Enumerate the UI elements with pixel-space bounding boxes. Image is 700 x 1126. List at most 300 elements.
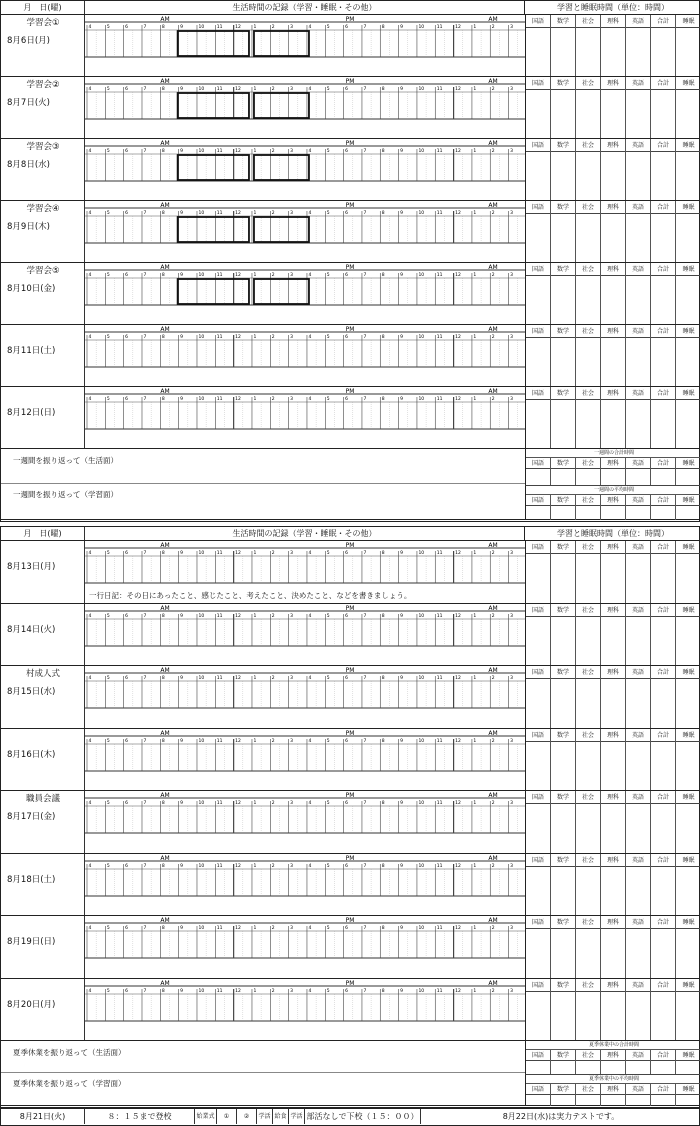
reflection-text-area[interactable] bbox=[1, 1041, 525, 1106]
subject-cell-1[interactable] bbox=[551, 617, 576, 666]
timeline-cell[interactable] bbox=[85, 541, 525, 603]
hour-label-11: 3 bbox=[290, 149, 294, 154]
subject-cell-5[interactable] bbox=[651, 28, 676, 76]
subject-cell-0[interactable] bbox=[526, 152, 551, 200]
subject-header-row bbox=[526, 77, 700, 90]
subject-label-6: 睡眠 bbox=[676, 201, 700, 214]
hour-label-13: 5 bbox=[326, 551, 330, 556]
subject-cell-0[interactable] bbox=[526, 679, 551, 728]
hour-label-13: 5 bbox=[326, 926, 330, 931]
subject-cell-6[interactable] bbox=[676, 214, 700, 262]
subject-cell-0[interactable] bbox=[526, 742, 551, 791]
subject-cell-2[interactable] bbox=[576, 554, 601, 603]
subject-cell-1[interactable] bbox=[551, 506, 576, 521]
subject-cell-4[interactable] bbox=[626, 90, 651, 138]
subject-cell-5[interactable] bbox=[651, 554, 676, 603]
subject-cell-2[interactable] bbox=[576, 617, 601, 666]
hour-label-23: 3 bbox=[510, 676, 513, 681]
subject-cell-3[interactable] bbox=[601, 554, 626, 603]
subject-cell-0[interactable] bbox=[526, 867, 551, 916]
subject-label-6: 睡眠 bbox=[676, 916, 700, 929]
study-summary-cell bbox=[525, 139, 700, 200]
subject-cell-0[interactable] bbox=[526, 28, 551, 76]
time-grid[interactable] bbox=[85, 854, 525, 917]
subject-cell-5[interactable] bbox=[651, 867, 676, 916]
hour-label-4: 8 bbox=[161, 87, 165, 92]
subject-cell-1[interactable] bbox=[551, 338, 576, 386]
subject-cell-2[interactable] bbox=[576, 867, 601, 916]
subject-cell-2[interactable] bbox=[576, 469, 601, 485]
hour-label-0: 4 bbox=[88, 551, 92, 556]
subject-value-cells[interactable] bbox=[526, 152, 700, 200]
subject-cell-0[interactable] bbox=[526, 338, 551, 386]
time-grid[interactable] bbox=[85, 666, 525, 729]
time-grid[interactable] bbox=[85, 263, 525, 325]
hour-label-5: 9 bbox=[180, 926, 184, 931]
subject-label-1: 数学 bbox=[551, 458, 576, 469]
day-label-cell bbox=[1, 666, 85, 728]
subject-cell-6[interactable] bbox=[676, 90, 700, 138]
subject-label-2: 社会 bbox=[576, 139, 601, 152]
subject-cell-4[interactable] bbox=[626, 804, 651, 853]
subject-cell-2[interactable] bbox=[576, 400, 601, 448]
subject-cell-0[interactable] bbox=[526, 1095, 551, 1107]
subject-cell-5[interactable] bbox=[651, 804, 676, 853]
subject-cell-6[interactable] bbox=[676, 506, 700, 521]
subject-value-cells[interactable] bbox=[526, 400, 700, 448]
timeline-cell[interactable] bbox=[85, 201, 525, 262]
subject-cell-0[interactable] bbox=[526, 617, 551, 666]
subject-cell-3[interactable] bbox=[601, 90, 626, 138]
hour-label-3: 7 bbox=[143, 863, 147, 869]
subject-cell-6[interactable] bbox=[676, 679, 700, 728]
subject-cell-5[interactable] bbox=[651, 214, 676, 262]
subject-cell-6[interactable] bbox=[676, 992, 700, 1041]
total-time-caption: 夏季休業中の合計時間 bbox=[526, 1041, 700, 1050]
subject-cell-5[interactable] bbox=[651, 400, 676, 448]
date-label: 8月8日(水) bbox=[7, 160, 50, 170]
subject-cell-6[interactable] bbox=[676, 152, 700, 200]
date-label: 8月12日(日) bbox=[7, 408, 56, 418]
hour-label-13: 5 bbox=[326, 676, 330, 681]
reflection-study-label: 一週間を振り返って（学習面） bbox=[13, 489, 118, 499]
timeline-cell[interactable] bbox=[85, 77, 525, 138]
subject-cell-4[interactable] bbox=[626, 679, 651, 728]
marker-am-2: AM bbox=[488, 979, 498, 987]
time-grid[interactable] bbox=[85, 139, 525, 201]
subject-cell-0[interactable] bbox=[526, 554, 551, 603]
hour-label-23: 3 bbox=[510, 149, 513, 154]
subject-cell-3[interactable] bbox=[601, 679, 626, 728]
date-label: 8月10日(金) bbox=[7, 284, 56, 294]
subject-cell-2[interactable] bbox=[576, 338, 601, 386]
subject-cell-5[interactable] bbox=[651, 152, 676, 200]
hour-label-4: 8 bbox=[161, 926, 165, 931]
subject-cell-4[interactable] bbox=[626, 400, 651, 448]
subject-cell-2[interactable] bbox=[576, 742, 601, 791]
hour-label-16: 8 bbox=[381, 397, 385, 402]
date-label: 8月13日(月) bbox=[7, 562, 56, 572]
subject-cell-5[interactable] bbox=[651, 1095, 676, 1107]
subject-cell-4[interactable] bbox=[626, 1095, 651, 1107]
hour-label-1: 5 bbox=[106, 397, 110, 402]
marker-am-2: AM bbox=[488, 264, 498, 271]
subject-label-5: 合計 bbox=[651, 77, 676, 90]
subject-cell-3[interactable] bbox=[601, 214, 626, 262]
hour-label-1: 5 bbox=[106, 149, 110, 154]
subject-value-cells[interactable] bbox=[526, 617, 700, 666]
hour-label-19: 11 bbox=[436, 335, 443, 340]
subject-value-cells[interactable] bbox=[526, 338, 700, 386]
hour-label-20: 12 bbox=[455, 87, 461, 92]
subject-cell-1[interactable] bbox=[551, 1061, 576, 1074]
time-grid[interactable] bbox=[85, 916, 525, 979]
day-row bbox=[1, 139, 700, 201]
hour-label-21: 1 bbox=[473, 863, 477, 869]
hour-label-6: 10 bbox=[198, 397, 205, 402]
timeline-cell[interactable] bbox=[85, 916, 525, 978]
hour-label-3: 7 bbox=[143, 801, 147, 806]
time-grid[interactable] bbox=[85, 201, 525, 263]
subject-cell-1[interactable] bbox=[551, 992, 576, 1041]
subject-value-cells[interactable] bbox=[526, 276, 700, 324]
subject-header-row bbox=[526, 201, 700, 214]
subject-cell-2[interactable] bbox=[576, 90, 601, 138]
subject-label-1: 数学 bbox=[551, 495, 576, 506]
hour-label-0: 4 bbox=[88, 988, 92, 994]
subject-cell-6[interactable] bbox=[676, 276, 700, 324]
subject-cell-0[interactable] bbox=[526, 804, 551, 853]
subject-value-cells[interactable] bbox=[526, 804, 700, 853]
hour-label-9: 1 bbox=[253, 551, 257, 556]
subject-cell-2[interactable] bbox=[576, 214, 601, 262]
subject-cell-0[interactable] bbox=[526, 214, 551, 262]
week1-header bbox=[1, 1, 700, 15]
subject-cell-1[interactable] bbox=[551, 469, 576, 485]
hour-label-3: 7 bbox=[143, 676, 147, 681]
study-summary-cell bbox=[525, 979, 700, 1041]
hour-label-13: 5 bbox=[326, 863, 330, 869]
subject-cell-6[interactable] bbox=[676, 469, 700, 485]
reflection-divider bbox=[1, 483, 525, 484]
subject-value-cells[interactable] bbox=[526, 929, 700, 978]
subject-cell-3[interactable] bbox=[601, 742, 626, 791]
time-grid[interactable] bbox=[85, 15, 525, 77]
subject-label-2: 社会 bbox=[576, 604, 601, 617]
day-label-cell bbox=[1, 77, 85, 138]
subject-value-cells[interactable] bbox=[526, 867, 700, 916]
subject-cell-1[interactable] bbox=[551, 804, 576, 853]
subject-value-cells[interactable] bbox=[526, 214, 700, 262]
subject-cell-3[interactable] bbox=[601, 276, 626, 324]
hour-label-23: 3 bbox=[510, 335, 513, 340]
subject-cell-4[interactable] bbox=[626, 554, 651, 603]
subject-cell-5[interactable] bbox=[651, 338, 676, 386]
subject-cell-0[interactable] bbox=[526, 992, 551, 1041]
hour-label-8: 12 bbox=[235, 273, 241, 278]
subject-cell-4[interactable] bbox=[626, 152, 651, 200]
hour-label-2: 6 bbox=[125, 551, 129, 556]
hour-label-21: 1 bbox=[473, 801, 477, 806]
hour-label-5: 9 bbox=[180, 676, 184, 681]
subject-label-3: 理科 bbox=[601, 979, 626, 992]
marker-pm-1: PM bbox=[345, 604, 355, 612]
subject-cell-5[interactable] bbox=[651, 742, 676, 791]
arrival-time: ８：１５まで登校 bbox=[85, 1109, 195, 1124]
subject-header-row bbox=[526, 791, 700, 804]
timeline-cell[interactable] bbox=[85, 791, 525, 853]
subject-cell-3[interactable] bbox=[601, 867, 626, 916]
subject-label-0: 国語 bbox=[526, 729, 551, 742]
subject-label-5: 合計 bbox=[651, 495, 676, 506]
timeline-cell[interactable] bbox=[85, 604, 525, 666]
subject-value-cells[interactable] bbox=[526, 742, 700, 791]
subject-cell-2[interactable] bbox=[576, 992, 601, 1041]
hour-label-9: 1 bbox=[253, 738, 257, 744]
subject-value-cells[interactable] bbox=[526, 469, 700, 485]
header-study-label: 学習と睡眠時間（単位：時間） bbox=[557, 3, 669, 12]
subject-cell-0[interactable] bbox=[526, 929, 551, 978]
subject-cell-6[interactable] bbox=[676, 617, 700, 666]
day-label-cell bbox=[1, 201, 85, 262]
marker-pm-1: PM bbox=[345, 979, 355, 987]
subject-cell-4[interactable] bbox=[626, 469, 651, 485]
subject-cell-4[interactable] bbox=[626, 617, 651, 666]
day-row bbox=[1, 604, 700, 667]
subject-cell-5[interactable] bbox=[651, 506, 676, 521]
subject-cell-6[interactable] bbox=[676, 929, 700, 978]
hour-label-19: 11 bbox=[436, 551, 443, 556]
hour-label-23: 3 bbox=[510, 25, 513, 30]
subject-cell-1[interactable] bbox=[551, 679, 576, 728]
subject-label-6: 睡眠 bbox=[676, 325, 700, 338]
hour-label-21: 1 bbox=[473, 211, 477, 216]
timeline-cell[interactable] bbox=[85, 729, 525, 791]
hour-label-15: 7 bbox=[363, 335, 367, 340]
subject-value-cells[interactable] bbox=[526, 554, 700, 603]
subject-cell-1[interactable] bbox=[551, 90, 576, 138]
timeline-cell[interactable] bbox=[85, 263, 525, 324]
subject-cell-0[interactable] bbox=[526, 276, 551, 324]
subject-cell-3[interactable] bbox=[601, 152, 626, 200]
hour-label-23: 3 bbox=[510, 613, 513, 619]
time-grid[interactable] bbox=[85, 604, 525, 667]
hour-label-21: 1 bbox=[473, 397, 477, 402]
hour-label-0: 4 bbox=[88, 613, 92, 619]
subject-cell-0[interactable] bbox=[526, 1061, 551, 1074]
subject-cell-2[interactable] bbox=[576, 804, 601, 853]
subject-cell-2[interactable] bbox=[576, 1061, 601, 1074]
study-summary-cell bbox=[525, 263, 700, 324]
subject-cell-6[interactable] bbox=[676, 1095, 700, 1107]
hour-label-20: 12 bbox=[455, 335, 461, 340]
subject-value-cells[interactable] bbox=[526, 506, 700, 521]
subject-value-cells[interactable] bbox=[526, 28, 700, 76]
subject-cell-2[interactable] bbox=[576, 152, 601, 200]
reflection-text-area[interactable] bbox=[1, 449, 525, 520]
subject-cell-1[interactable] bbox=[551, 276, 576, 324]
subject-cell-6[interactable] bbox=[676, 338, 700, 386]
subject-cell-3[interactable] bbox=[601, 929, 626, 978]
event-label: 学習会④ bbox=[26, 204, 60, 214]
subject-cell-2[interactable] bbox=[576, 276, 601, 324]
hour-label-1: 5 bbox=[106, 551, 110, 556]
subject-cell-5[interactable] bbox=[651, 617, 676, 666]
time-grid[interactable] bbox=[85, 729, 525, 792]
subject-cell-2[interactable] bbox=[576, 679, 601, 728]
subject-cell-5[interactable] bbox=[651, 469, 676, 485]
hour-label-14: 6 bbox=[345, 25, 348, 30]
subject-cell-6[interactable] bbox=[676, 742, 700, 791]
subject-cell-6[interactable] bbox=[676, 28, 700, 76]
timeline-cell[interactable] bbox=[85, 15, 525, 76]
subject-cell-4[interactable] bbox=[626, 742, 651, 791]
hour-label-18: 10 bbox=[418, 87, 425, 92]
subject-cell-5[interactable] bbox=[651, 90, 676, 138]
hour-label-14: 6 bbox=[345, 551, 348, 556]
subject-label-2: 社会 bbox=[576, 666, 601, 679]
week2-block bbox=[0, 526, 700, 1108]
time-grid[interactable] bbox=[85, 325, 525, 387]
timeline-cell[interactable] bbox=[85, 979, 525, 1041]
time-grid[interactable] bbox=[85, 77, 525, 139]
subject-cell-1[interactable] bbox=[551, 929, 576, 978]
date-label: 8月16日(木) bbox=[7, 749, 56, 760]
subject-cell-4[interactable] bbox=[626, 276, 651, 324]
study-summary-cell bbox=[525, 15, 700, 76]
study-summary-cell bbox=[525, 201, 700, 262]
subject-cell-1[interactable] bbox=[551, 28, 576, 76]
subject-cell-6[interactable] bbox=[676, 400, 700, 448]
subject-cell-2[interactable] bbox=[576, 1095, 601, 1107]
subject-cell-5[interactable] bbox=[651, 679, 676, 728]
hour-label-10: 2 bbox=[271, 149, 275, 154]
average-time-panel bbox=[525, 1074, 700, 1107]
subject-cell-3[interactable] bbox=[601, 400, 626, 448]
subject-label-0: 国語 bbox=[526, 1050, 551, 1061]
subject-cell-0[interactable] bbox=[526, 469, 551, 485]
subject-cell-5[interactable] bbox=[651, 276, 676, 324]
subject-label-0: 国語 bbox=[526, 387, 551, 400]
subject-cell-3[interactable] bbox=[601, 338, 626, 386]
subject-cell-1[interactable] bbox=[551, 554, 576, 603]
subject-label-6: 睡眠 bbox=[676, 791, 700, 804]
subject-label-0: 国語 bbox=[526, 854, 551, 867]
subject-value-cells[interactable] bbox=[526, 90, 700, 138]
timeline-cell[interactable] bbox=[85, 666, 525, 728]
subject-cell-6[interactable] bbox=[676, 1061, 700, 1074]
subject-cell-4[interactable] bbox=[626, 338, 651, 386]
day-label-cell bbox=[1, 15, 85, 76]
subject-cell-4[interactable] bbox=[626, 506, 651, 521]
subject-cell-1[interactable] bbox=[551, 400, 576, 448]
day-row bbox=[1, 541, 700, 604]
subject-value-cells[interactable] bbox=[526, 679, 700, 728]
hour-label-4: 8 bbox=[161, 801, 165, 806]
subject-cell-6[interactable] bbox=[676, 804, 700, 853]
time-grid[interactable] bbox=[85, 387, 525, 449]
subject-label-3: 理科 bbox=[601, 729, 626, 742]
subject-cell-4[interactable] bbox=[626, 214, 651, 262]
subject-cell-3[interactable] bbox=[601, 506, 626, 521]
timeline-cell[interactable] bbox=[85, 387, 525, 448]
subject-cell-2[interactable] bbox=[576, 28, 601, 76]
subject-cell-5[interactable] bbox=[651, 992, 676, 1041]
hour-label-9: 1 bbox=[253, 25, 257, 30]
subject-cell-0[interactable] bbox=[526, 90, 551, 138]
subject-cell-4[interactable] bbox=[626, 867, 651, 916]
lunch: 給食 bbox=[273, 1109, 289, 1124]
subject-cell-1[interactable] bbox=[551, 742, 576, 791]
subject-cell-3[interactable] bbox=[601, 804, 626, 853]
subject-cell-1[interactable] bbox=[551, 867, 576, 916]
subject-cell-4[interactable] bbox=[626, 28, 651, 76]
subject-label-5: 合計 bbox=[651, 1050, 676, 1061]
subject-cell-1[interactable] bbox=[551, 152, 576, 200]
subject-cell-1[interactable] bbox=[551, 1095, 576, 1107]
hour-label-1: 5 bbox=[106, 25, 110, 30]
subject-label-5: 合計 bbox=[651, 854, 676, 867]
subject-cell-3[interactable] bbox=[601, 617, 626, 666]
subject-cell-2[interactable] bbox=[576, 929, 601, 978]
timeline-cell[interactable] bbox=[85, 854, 525, 916]
timeline-cell[interactable] bbox=[85, 139, 525, 200]
subject-cell-1[interactable] bbox=[551, 214, 576, 262]
time-grid[interactable] bbox=[85, 791, 525, 854]
subject-cell-3[interactable] bbox=[601, 992, 626, 1041]
subject-value-cells[interactable] bbox=[526, 1095, 700, 1107]
subject-cell-4[interactable] bbox=[626, 992, 651, 1041]
subject-label-2: 社会 bbox=[576, 916, 601, 929]
hour-label-20: 12 bbox=[455, 801, 461, 806]
study-summary-cell bbox=[525, 916, 700, 978]
event-label: 学習会⑤ bbox=[26, 266, 60, 276]
subject-cell-3[interactable] bbox=[601, 1061, 626, 1074]
day-label-cell bbox=[1, 729, 85, 791]
subject-cell-3[interactable] bbox=[601, 1095, 626, 1107]
subject-cell-2[interactable] bbox=[576, 506, 601, 521]
hour-label-21: 1 bbox=[473, 988, 477, 994]
subject-cell-0[interactable] bbox=[526, 400, 551, 448]
hour-label-15: 7 bbox=[363, 87, 367, 92]
subject-cell-3[interactable] bbox=[601, 28, 626, 76]
subject-cell-0[interactable] bbox=[526, 506, 551, 521]
subject-value-cells[interactable] bbox=[526, 992, 700, 1041]
hour-label-1: 5 bbox=[106, 676, 110, 681]
timeline-cell[interactable] bbox=[85, 325, 525, 386]
subject-cell-4[interactable] bbox=[626, 1061, 651, 1074]
date-label: 8月9日(木) bbox=[7, 222, 50, 232]
subject-cell-6[interactable] bbox=[676, 867, 700, 916]
time-grid[interactable] bbox=[85, 979, 525, 1042]
marker-am-2: AM bbox=[488, 78, 498, 85]
hour-label-19: 11 bbox=[436, 149, 443, 154]
hour-label-22: 2 bbox=[491, 211, 495, 216]
subject-value-cells[interactable] bbox=[526, 1061, 700, 1074]
subject-label-0: 国語 bbox=[526, 139, 551, 152]
subject-label-5: 合計 bbox=[651, 201, 676, 214]
subject-cell-5[interactable] bbox=[651, 1061, 676, 1074]
subject-cell-3[interactable] bbox=[601, 469, 626, 485]
hour-label-1: 5 bbox=[106, 988, 110, 994]
study-summary-cell bbox=[525, 325, 700, 386]
hour-label-22: 2 bbox=[491, 863, 495, 869]
subject-cell-5[interactable] bbox=[651, 929, 676, 978]
hour-label-3: 7 bbox=[143, 926, 147, 931]
subject-cell-4[interactable] bbox=[626, 929, 651, 978]
subject-cell-6[interactable] bbox=[676, 554, 700, 603]
subject-label-1: 数学 bbox=[551, 729, 576, 742]
